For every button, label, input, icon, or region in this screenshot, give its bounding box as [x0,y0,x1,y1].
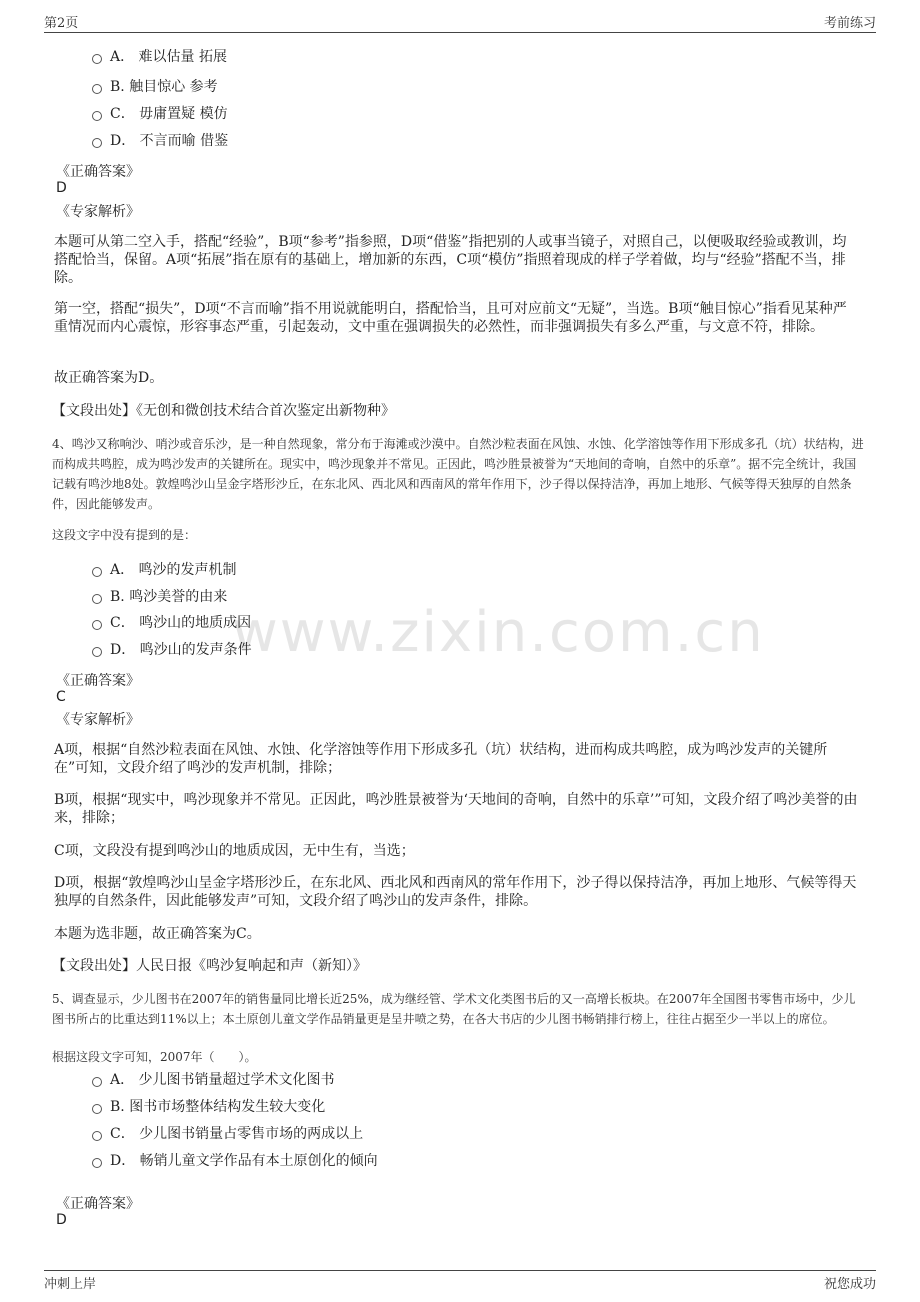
footer-left: 冲刺上岸 [44,1277,97,1292]
option-label: A． 少儿图书销量超过学术文化图书 [110,1072,335,1088]
radio-icon[interactable] [92,84,102,94]
source-citation: 【文段出处】人民日报《鸣沙复响起和声（新知）》 [52,958,367,974]
radio-icon[interactable] [92,111,102,121]
option-label: C． 少儿图书销量占零售市场的两成以上 [110,1126,364,1142]
analysis-paragraph: A项，根据“自然沙粒表面在风蚀、水蚀、化学溶蚀等作用下形成多孔（坑）状结构，进而构成共鸣腔，成为鸣沙发声的关键所在”可知，文段介绍了鸣沙的发声机制，排除； [54,742,828,776]
question-prompt: 这段文字中没有提到的是： [52,528,197,542]
radio-icon[interactable] [92,620,102,630]
analysis-label: 《专家解析》 [56,712,140,728]
question-stem: 5、调查显示，少儿图书在2007年的销售量同比增长近25%，成为继经管、学术文化类图书后的又一高增长板块。在2007年全国图书零售市场中，少儿图书所占的比重达到11%以上；本土原创儿童文学作品销量更是呈井喷之势，在各大书店的少儿图书畅销排行榜上，往往占据至少一半以上的席位。 [52,992,856,1026]
analysis-paragraph: D项，根据“敦煌鸣沙山呈金字塔形沙丘，在东北风、西北风和西南风的常年作用下，沙子得以保持洁净，再加上地形、气候等得天独厚的自然条件，因此能够发声”可知，文段介绍了鸣沙山的发声条件，排除。 [54,875,857,909]
q4-option-c[interactable] [92,613,251,633]
answer-value: C [56,689,66,705]
radio-icon[interactable] [92,1077,102,1087]
analysis-conclusion: 故正确答案为D。 [54,370,164,386]
option-label: D． 不言而喻 借鉴 [110,133,229,149]
analysis-paragraph: 第一空，搭配“损失”，D项“不言而喻”指不用说就能明白，搭配恰当，且可对应前文“无疑”，当选。B项“触目惊心”指看见某种严重情况而内心震惊，形容事态严重，引起轰动，文中重在强调损失的必然性，而非强调损失有多么严重，与文意不符，排除。 [54,301,847,335]
page-number: 第2页 [44,16,79,31]
option-label: A． 鸣沙的发声机制 [110,562,237,578]
radio-icon[interactable] [92,594,102,604]
answer-label: 《正确答案》 [56,1196,140,1212]
q3-option-d[interactable] [92,131,228,151]
q4-option-b[interactable] [92,587,227,607]
analysis-paragraph: B项，根据“现实中，鸣沙现象并不常见。正因此，鸣沙胜景被誉为‘天地间的奇响，自然中的乐章’”可知，文段介绍了鸣沙美誉的由来，排除； [54,792,858,826]
radio-icon[interactable] [92,1104,102,1114]
q5-option-d[interactable] [92,1151,378,1171]
option-label: A． 难以估量 拓展 [110,49,228,65]
q3-option-c[interactable] [92,104,228,124]
answer-label: 《正确答案》 [56,164,140,180]
analysis-label: 《专家解析》 [56,204,140,220]
option-label: D． 畅销儿童文学作品有本土原创化的倾向 [110,1153,378,1169]
question-stem: 4、鸣沙又称响沙、哨沙或音乐沙，是一种自然现象，常分布于海滩或沙漠中。自然沙粒表面在风蚀、水蚀、化学溶蚀等作用下形成多孔（坑）状结构，进而构成共鸣腔，成为鸣沙发声的关键所在。现实中，鸣沙现象并不常见。正因此，鸣沙胜景被誉为“天地间的奇响，自然中的乐章”。据不完全统计，我国记载有鸣沙地8处。敦煌鸣沙山呈金字塔形沙丘，在东北风、西北风和西南风的常年作用下，沙子得以保持洁净，再加上地形、气候等得天独厚的自然条件，因此能够发声。 [52,437,864,511]
footer-right: 祝您成功 [823,1277,876,1292]
radio-icon[interactable] [92,567,102,577]
q3-option-a[interactable] [92,47,227,67]
option-label: B. 触目惊心 参考 [110,79,218,95]
answer-value: D [56,1212,67,1228]
source-citation: 【文段出处】《无创和微创技术结合首次鉴定出新物种》 [52,403,395,419]
option-label: B. 图书市场整体结构发生较大变化 [110,1099,326,1115]
radio-icon[interactable] [92,54,102,64]
radio-icon[interactable] [92,138,102,148]
radio-icon[interactable] [92,1131,102,1141]
q4-option-a[interactable] [92,560,237,580]
analysis-paragraph: C项，文段没有提到鸣沙山的地质成因，无中生有，当选； [54,843,415,859]
answer-label: 《正确答案》 [56,673,140,689]
option-label: D． 鸣沙山的发声条件 [110,642,252,658]
option-label: C． 毋庸置疑 模仿 [110,106,228,122]
radio-icon[interactable] [92,647,102,657]
analysis-conclusion: 本题为选非题，故正确答案为C。 [54,926,261,942]
header-title: 考前练习 [823,16,876,31]
page-header [44,12,876,33]
analysis-paragraph: 本题可从第二空入手，搭配“经验”，B项“参考”指参照，D项“借鉴”指把别的人或事当镜子，对照自己，以便吸取经验或教训，均搭配恰当，保留。A项“拓展”指在原有的基础上，增加新的东西，C项“模仿”指照着现成的样子学着做，均与“经验”搭配不当，排除。 [54,234,847,286]
q4-option-d[interactable] [92,640,252,660]
question-prompt: 根据这段文字可知，2007年（ ）。 [52,1050,257,1064]
q3-option-b[interactable] [92,77,218,97]
option-label: B. 鸣沙美誉的由来 [110,589,228,605]
radio-icon[interactable] [92,1158,102,1168]
q5-option-a[interactable] [92,1070,335,1090]
watermark: www.zixin.com.cn [232,600,765,665]
option-label: C． 鸣沙山的地质成因 [110,615,252,631]
q5-option-c[interactable] [92,1124,363,1144]
q5-option-b[interactable] [92,1097,325,1117]
answer-value: D [56,180,67,196]
page-footer [44,1270,876,1292]
